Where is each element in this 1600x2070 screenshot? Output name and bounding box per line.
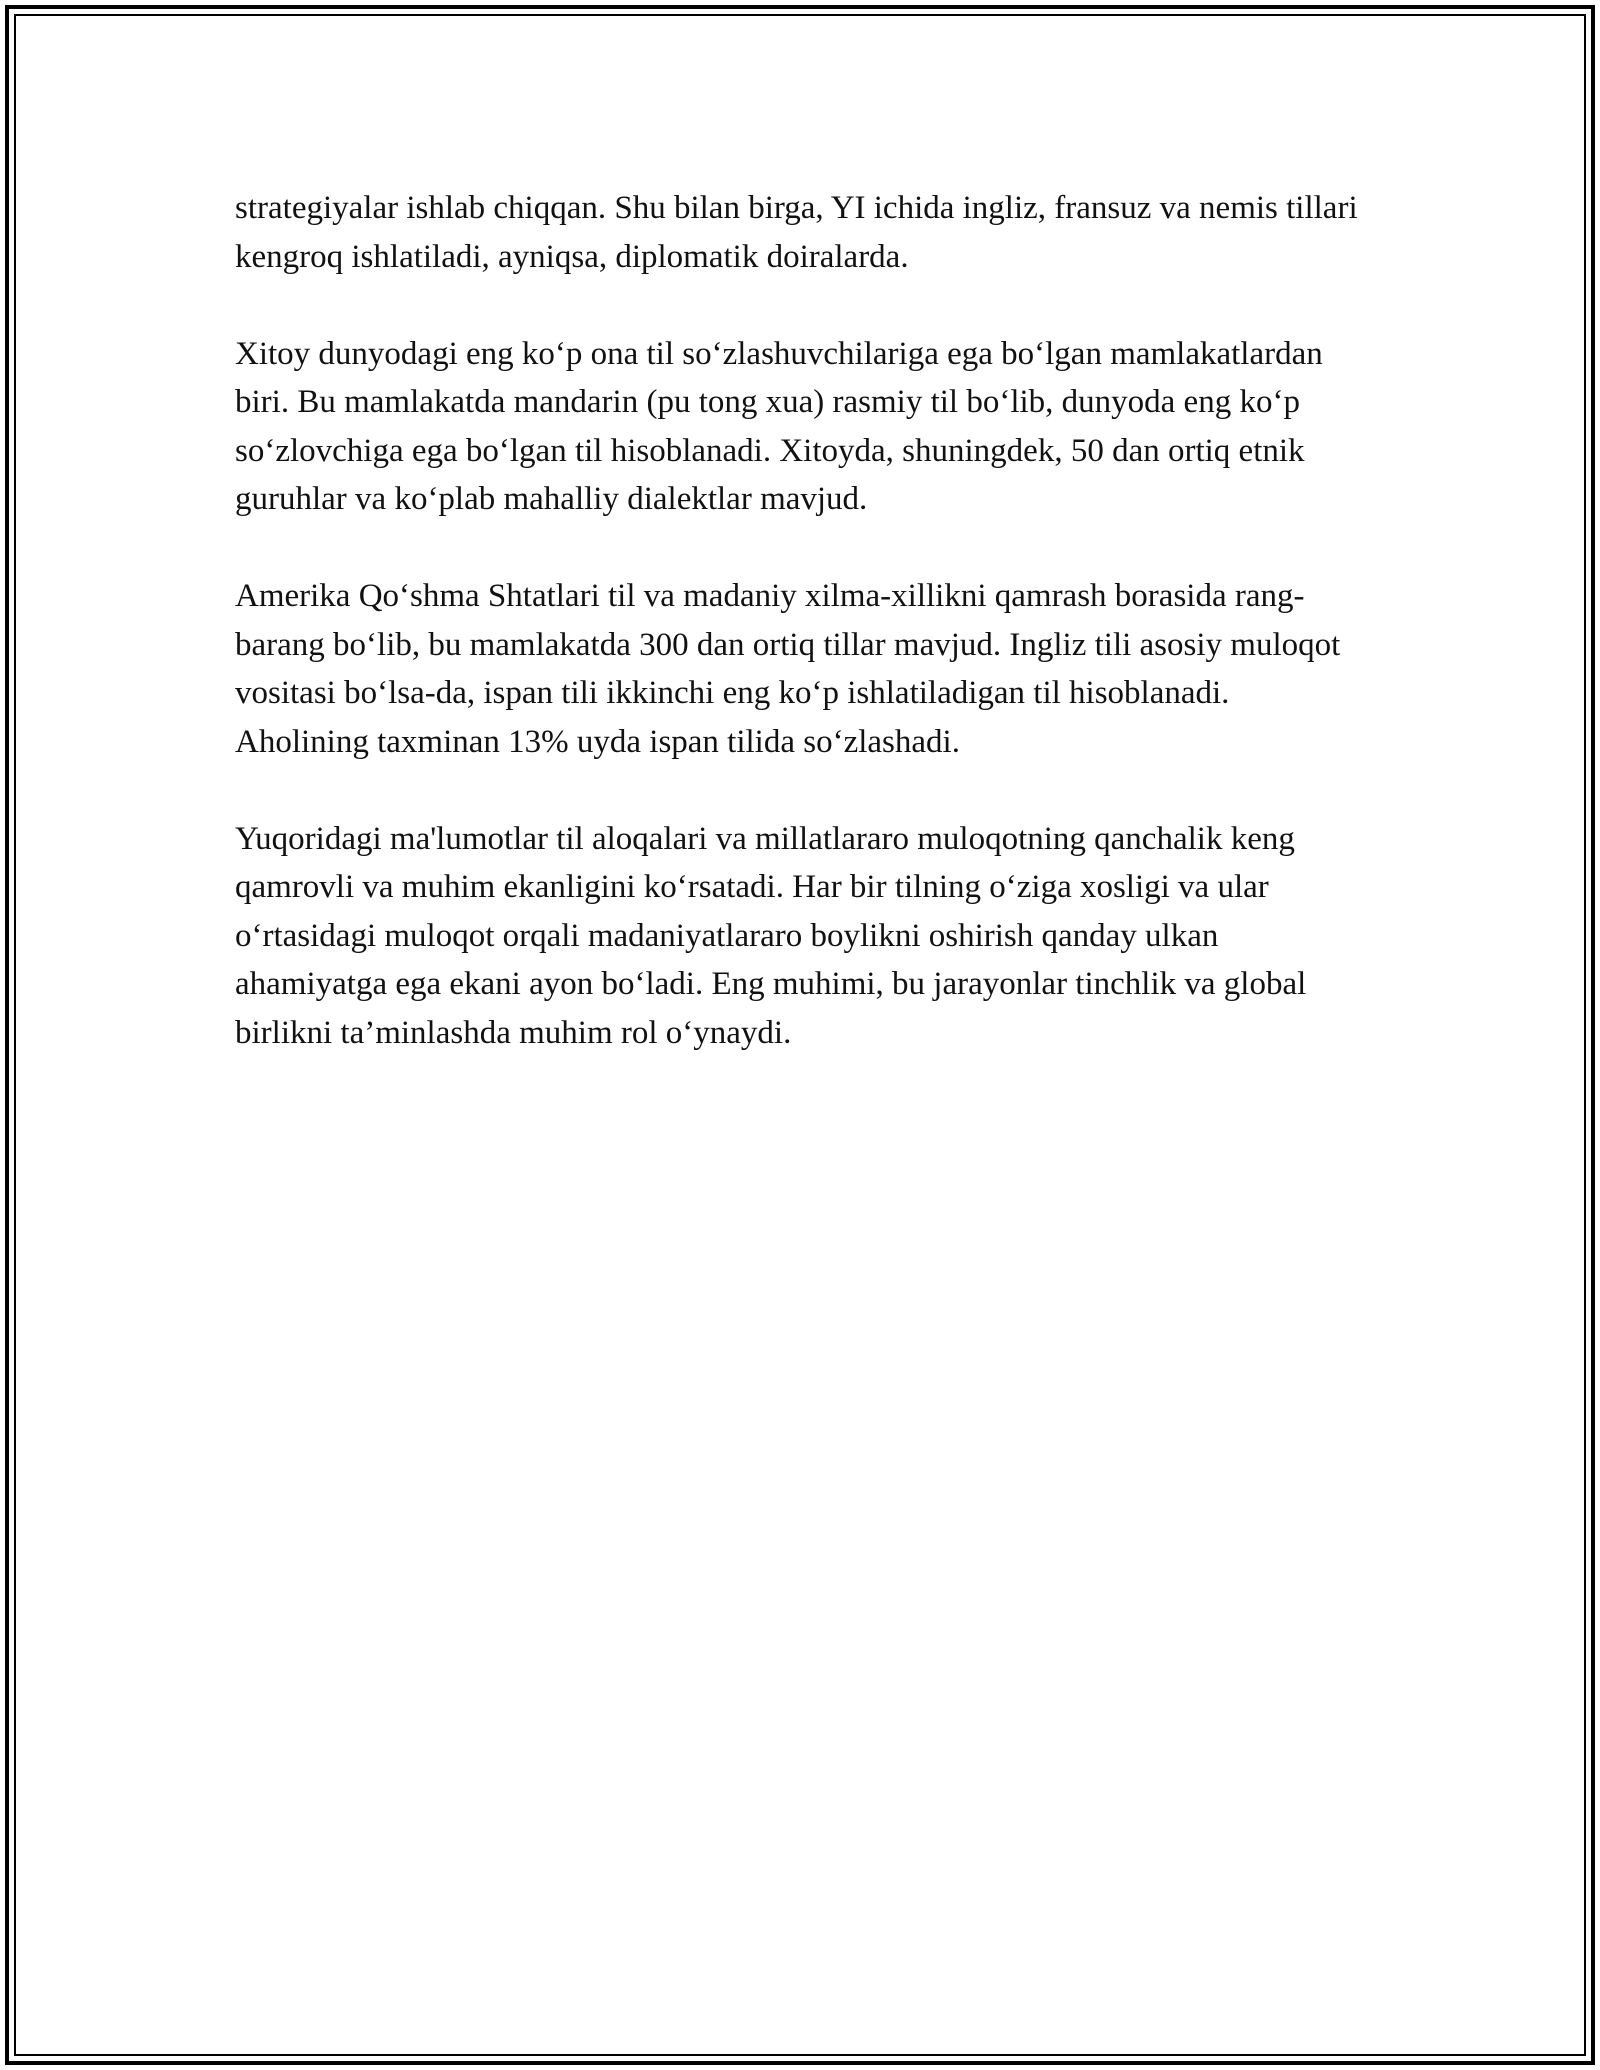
paragraph-usa-languages: Amerika Qo‘shma Shtatlari til va madaniy xilma-xillikni qamrash borasida rang-barang bo‘lib, bu mamlakatda 300 dan ortiq tillar mavjud. Ingliz tili asosiy muloqot vositasi bo‘lsa-da, ispan tili ikkinchi eng ko‘p ishlatiladigan til hisoblanadi. Aholining taxminan 13% uyda ispan tilida so‘zlashadi. bbox=[235, 578, 1341, 760]
paragraph-china-languages: Xitoy dunyodagi eng ko‘p ona til so‘zlashuvchilariga ega bo‘lgan mamlakatlardan biri. Bu mamlakatda mandarin (pu tong xua) rasmiy til bo‘lib, dunyoda eng ko‘p so‘zlovchiga ega bo‘lgan til hisoblanadi. Xitoyda, shuningdek, 50 dan ortiq etnik guruhlar va ko‘plab mahalliy dialektlar mavjud. bbox=[235, 335, 1323, 517]
paragraph-eu-languages: strategiyalar ishlab chiqqan. Shu bilan birga, YI ichida ingliz, fransuz va nemis tillari kengroq ishlatiladi, ayniqsa, diplomatik doiralarda. bbox=[235, 190, 1358, 275]
document-body bbox=[235, 184, 1365, 1106]
paragraph-conclusion: Yuqoridagi ma'lumotlar til aloqalari va millatlararo muloqotning qanchalik keng qamrovli va muhim ekanligini ko‘rsatadi. Har bir tilning o‘ziga xosligi va ular o‘rtasidagi muloqot orqali madaniyatlararo boylikni oshirish qanday ulkan ahamiyatga ega ekani ayon bo‘ladi. Eng muhimi, bu jarayonlar tinchlik va global birlikni ta’minlashda muhim rol o‘ynaydi. bbox=[235, 820, 1307, 1051]
